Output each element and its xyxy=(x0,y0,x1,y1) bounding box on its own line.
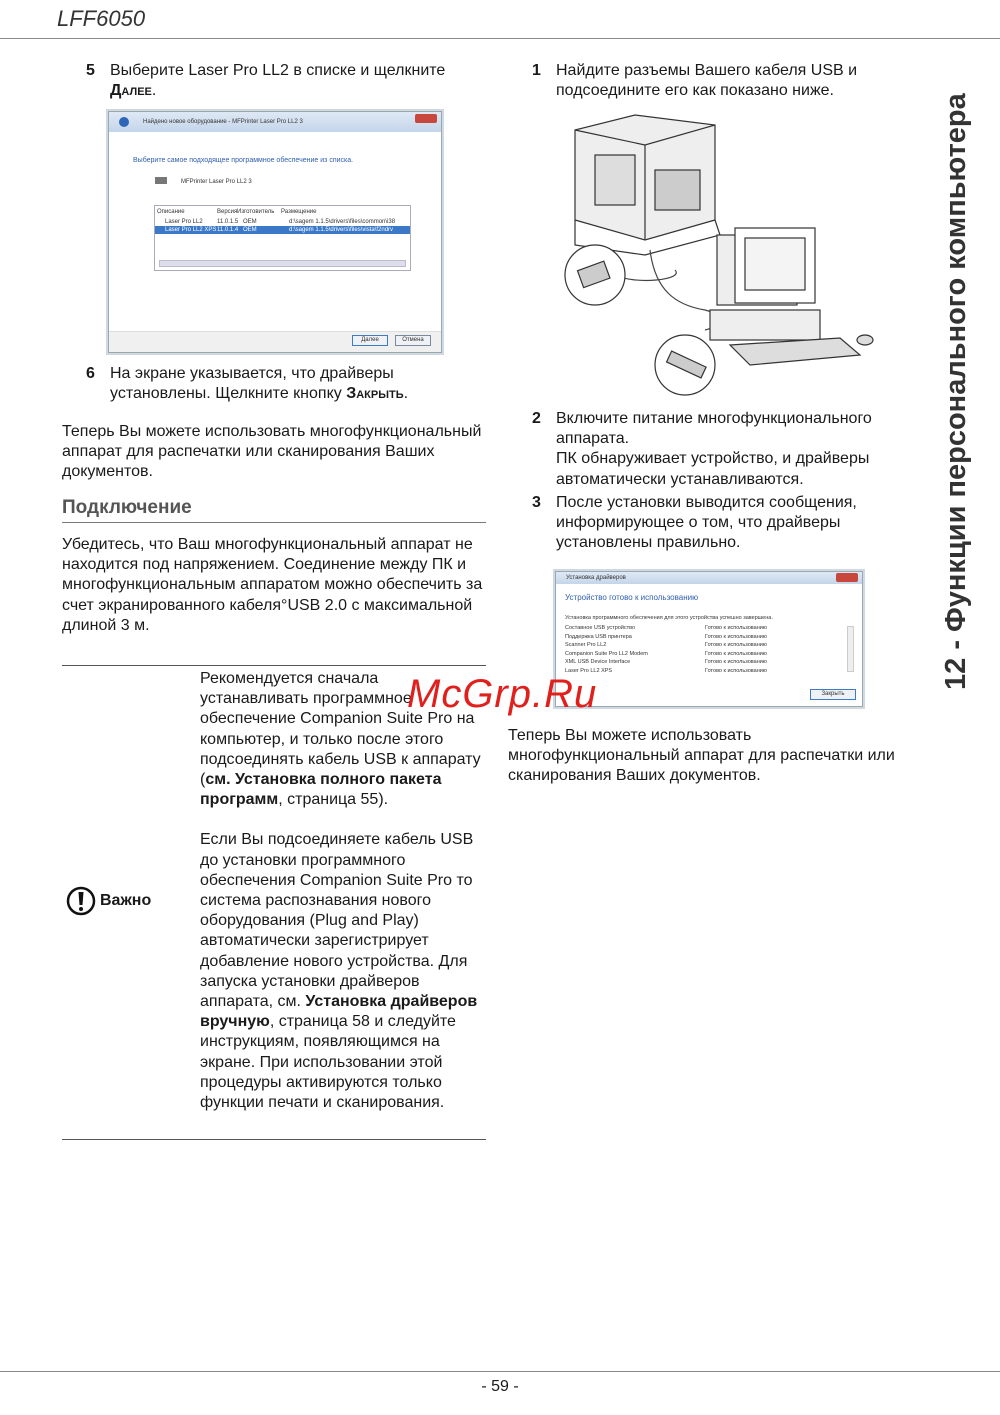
dialog-title: Установка драйверов xyxy=(566,575,626,581)
col-header: Описание xyxy=(157,209,185,215)
dialog-heading: Устройство готово к использованию xyxy=(565,593,699,602)
device-status-row xyxy=(565,624,835,633)
dialog-title: Найдено новое оборудование - MFPrinter Laser Pro LL2 3 xyxy=(143,119,303,125)
horizontal-scrollbar[interactable] xyxy=(159,260,406,267)
header-divider xyxy=(0,38,1000,39)
next-button[interactable]: Далее xyxy=(352,335,388,346)
note-bottom-rule xyxy=(62,1139,486,1140)
section-divider xyxy=(62,522,486,523)
watermark: McGrp.Ru xyxy=(407,672,598,716)
footer-divider xyxy=(0,1371,1000,1372)
cell: OEM xyxy=(243,219,257,225)
computer-illustration xyxy=(710,228,873,365)
status-text: Готово к использованию xyxy=(705,667,767,672)
status-text: Готово к использованию xyxy=(705,650,767,657)
step-text xyxy=(556,409,896,490)
step-text: Найдите разъемы Вашего кабеля USB и подсоедините его как показано ниже. xyxy=(556,62,858,100)
link-ref: Установка драйверов вручную xyxy=(200,993,478,1031)
key-label: Далее xyxy=(110,82,152,100)
list-row[interactable] xyxy=(155,218,410,226)
text: Если Вы подсоединяете кабель USB до установки программного обеспечения Companion Suite Pro то система распознавания нового оборудования (Plug and Play) автоматически зарегистрирует добавление нового устройства. Для запуска установки драйверов аппарата, см. xyxy=(200,831,474,1011)
status-text: Готово к использованию xyxy=(705,625,767,631)
new-hardware-dialog xyxy=(108,111,442,353)
device-name: Поддержка USB принтера xyxy=(565,633,632,640)
step-body: Выберите Laser Pro LL2 в списке и щелкните xyxy=(110,62,446,79)
text: Рекомендуется сначала устанавливать программное обеспечение Companion Suite Pro на компьютер, и только после этого подсоединять кабель USB к аппарату ( xyxy=(200,670,481,789)
chapter-side-title: 12 - Функции персонального компьютера xyxy=(940,93,972,690)
printer-icon xyxy=(155,177,167,184)
close-icon[interactable] xyxy=(836,573,858,582)
step-body: На экране указывается, что драйверы установлены. Щелкните кнопку xyxy=(110,365,394,403)
driver-install-dialog xyxy=(555,571,863,707)
step-body: Включите питание многофункционального аппарата. xyxy=(556,410,872,448)
printer-illustration xyxy=(575,115,720,255)
col-header: Версия xyxy=(217,209,238,215)
step-number: 3 xyxy=(532,494,541,511)
step-2 xyxy=(532,409,912,490)
warning-icon xyxy=(66,886,96,916)
device-status-row xyxy=(565,641,835,650)
note-text xyxy=(200,669,482,1113)
cell: d:\sagem 1.1.5\drivers\files\vista\f2ndrv xyxy=(289,227,394,233)
back-arrow-icon[interactable] xyxy=(119,117,129,127)
status-text: Готово к использованию xyxy=(705,642,767,648)
driver-list[interactable] xyxy=(154,205,411,271)
cell: d:\sagem 1.1.5\drivers\files\common\i38 xyxy=(289,219,396,225)
status-text: Готово к использованию xyxy=(705,633,767,640)
vertical-scrollbar[interactable] xyxy=(847,626,854,672)
step-6 xyxy=(86,364,486,404)
device-status-row xyxy=(565,667,835,673)
dialog-info: Установка программного обеспечения для этого устройства успешно завершена. xyxy=(565,615,773,621)
link-ref: см. Установка полного пакета программ xyxy=(200,771,442,809)
note-label: Важно xyxy=(100,891,152,909)
close-button[interactable]: Закрыть xyxy=(810,689,856,700)
device-status-row xyxy=(565,650,835,659)
cell: 11.0.1.4 xyxy=(217,227,239,233)
cell: Laser Pro LL2 XPS xyxy=(165,227,217,233)
list-row-selected[interactable] xyxy=(155,226,410,234)
device-name: XML USB Device Interface xyxy=(565,659,631,665)
model-header: LFF6050 xyxy=(57,6,146,31)
device-name: Companion Suite Pro LL2 Modem xyxy=(565,650,648,657)
device-name: MFPrinter Laser Pro LL2 3 xyxy=(181,179,252,185)
note-paragraph-2 xyxy=(200,830,482,1113)
step-1 xyxy=(532,61,912,101)
note-top-rule xyxy=(62,665,486,666)
device-status-list xyxy=(565,624,835,672)
paragraph: Убедитесь, что Ваш многофункциональный аппарат не находится под напряжением. Соединение между ПК и многофункциональным аппаратом можно обеспечить за счет экранированного кабеля°USB 2.0 с максимальной длиной 3 м. xyxy=(62,536,483,634)
step-result: ПК обнаруживает устройство, и драйверы автоматически устанавливаются. xyxy=(556,450,870,488)
key-label: Закрыть xyxy=(346,385,404,403)
important-label xyxy=(66,886,151,916)
section-title: Подключение xyxy=(62,497,192,518)
step-number: 1 xyxy=(532,62,541,79)
dialog-titlebar xyxy=(109,112,441,132)
col-header: Размещение xyxy=(281,209,317,215)
device-status-row xyxy=(565,658,835,667)
usb-connection-illustration xyxy=(555,110,880,400)
device-name: Laser Pro LL2 XPS xyxy=(565,667,613,672)
cell: Laser Pro LL2 xyxy=(165,219,203,225)
text: , страница 55). xyxy=(278,791,389,809)
punct: . xyxy=(151,82,157,100)
list-header xyxy=(155,206,410,218)
device-status-row xyxy=(565,633,835,642)
status-text: Готово к использованию xyxy=(705,659,767,665)
step-number: 2 xyxy=(532,410,541,427)
cell: 11.0.1.5 xyxy=(217,219,239,225)
device-name: Scanner Pro LL2 xyxy=(565,642,607,648)
step-text: После установки выводится сообщения, информирующее о том, что драйверы установлены правильно. xyxy=(556,494,857,552)
cancel-button[interactable]: Отмена xyxy=(395,335,431,346)
step-text xyxy=(110,61,480,101)
text: , страница 58 и следуйте инструкциям, появляющимся на экране. При использовании этой процедуры активируются только функции печати и сканирования. xyxy=(200,1013,456,1112)
dialog-footer xyxy=(109,331,441,352)
col-header: Изготовитель xyxy=(237,209,275,215)
close-icon[interactable] xyxy=(415,114,437,123)
device-name: Составное USB устройство xyxy=(565,625,636,631)
dialog-titlebar xyxy=(556,572,862,584)
dialog-prompt: Выберите самое подходящее программное обеспечение из списка. xyxy=(133,157,354,164)
punct: . xyxy=(403,385,409,403)
page-number: - 59 - xyxy=(481,1378,519,1395)
step-5 xyxy=(86,61,486,101)
paragraph: Теперь Вы можете использовать многофункциональный аппарат для распечатки или сканирования Ваших документов. xyxy=(62,423,482,481)
step-3 xyxy=(532,493,912,554)
cell: OEM xyxy=(243,227,257,233)
paragraph: Теперь Вы можете использовать многофункциональный аппарат для распечатки или сканирования Ваших документов. xyxy=(508,727,895,785)
step-number: 5 xyxy=(86,62,95,79)
step-number: 6 xyxy=(86,365,95,382)
step-text xyxy=(110,364,450,404)
